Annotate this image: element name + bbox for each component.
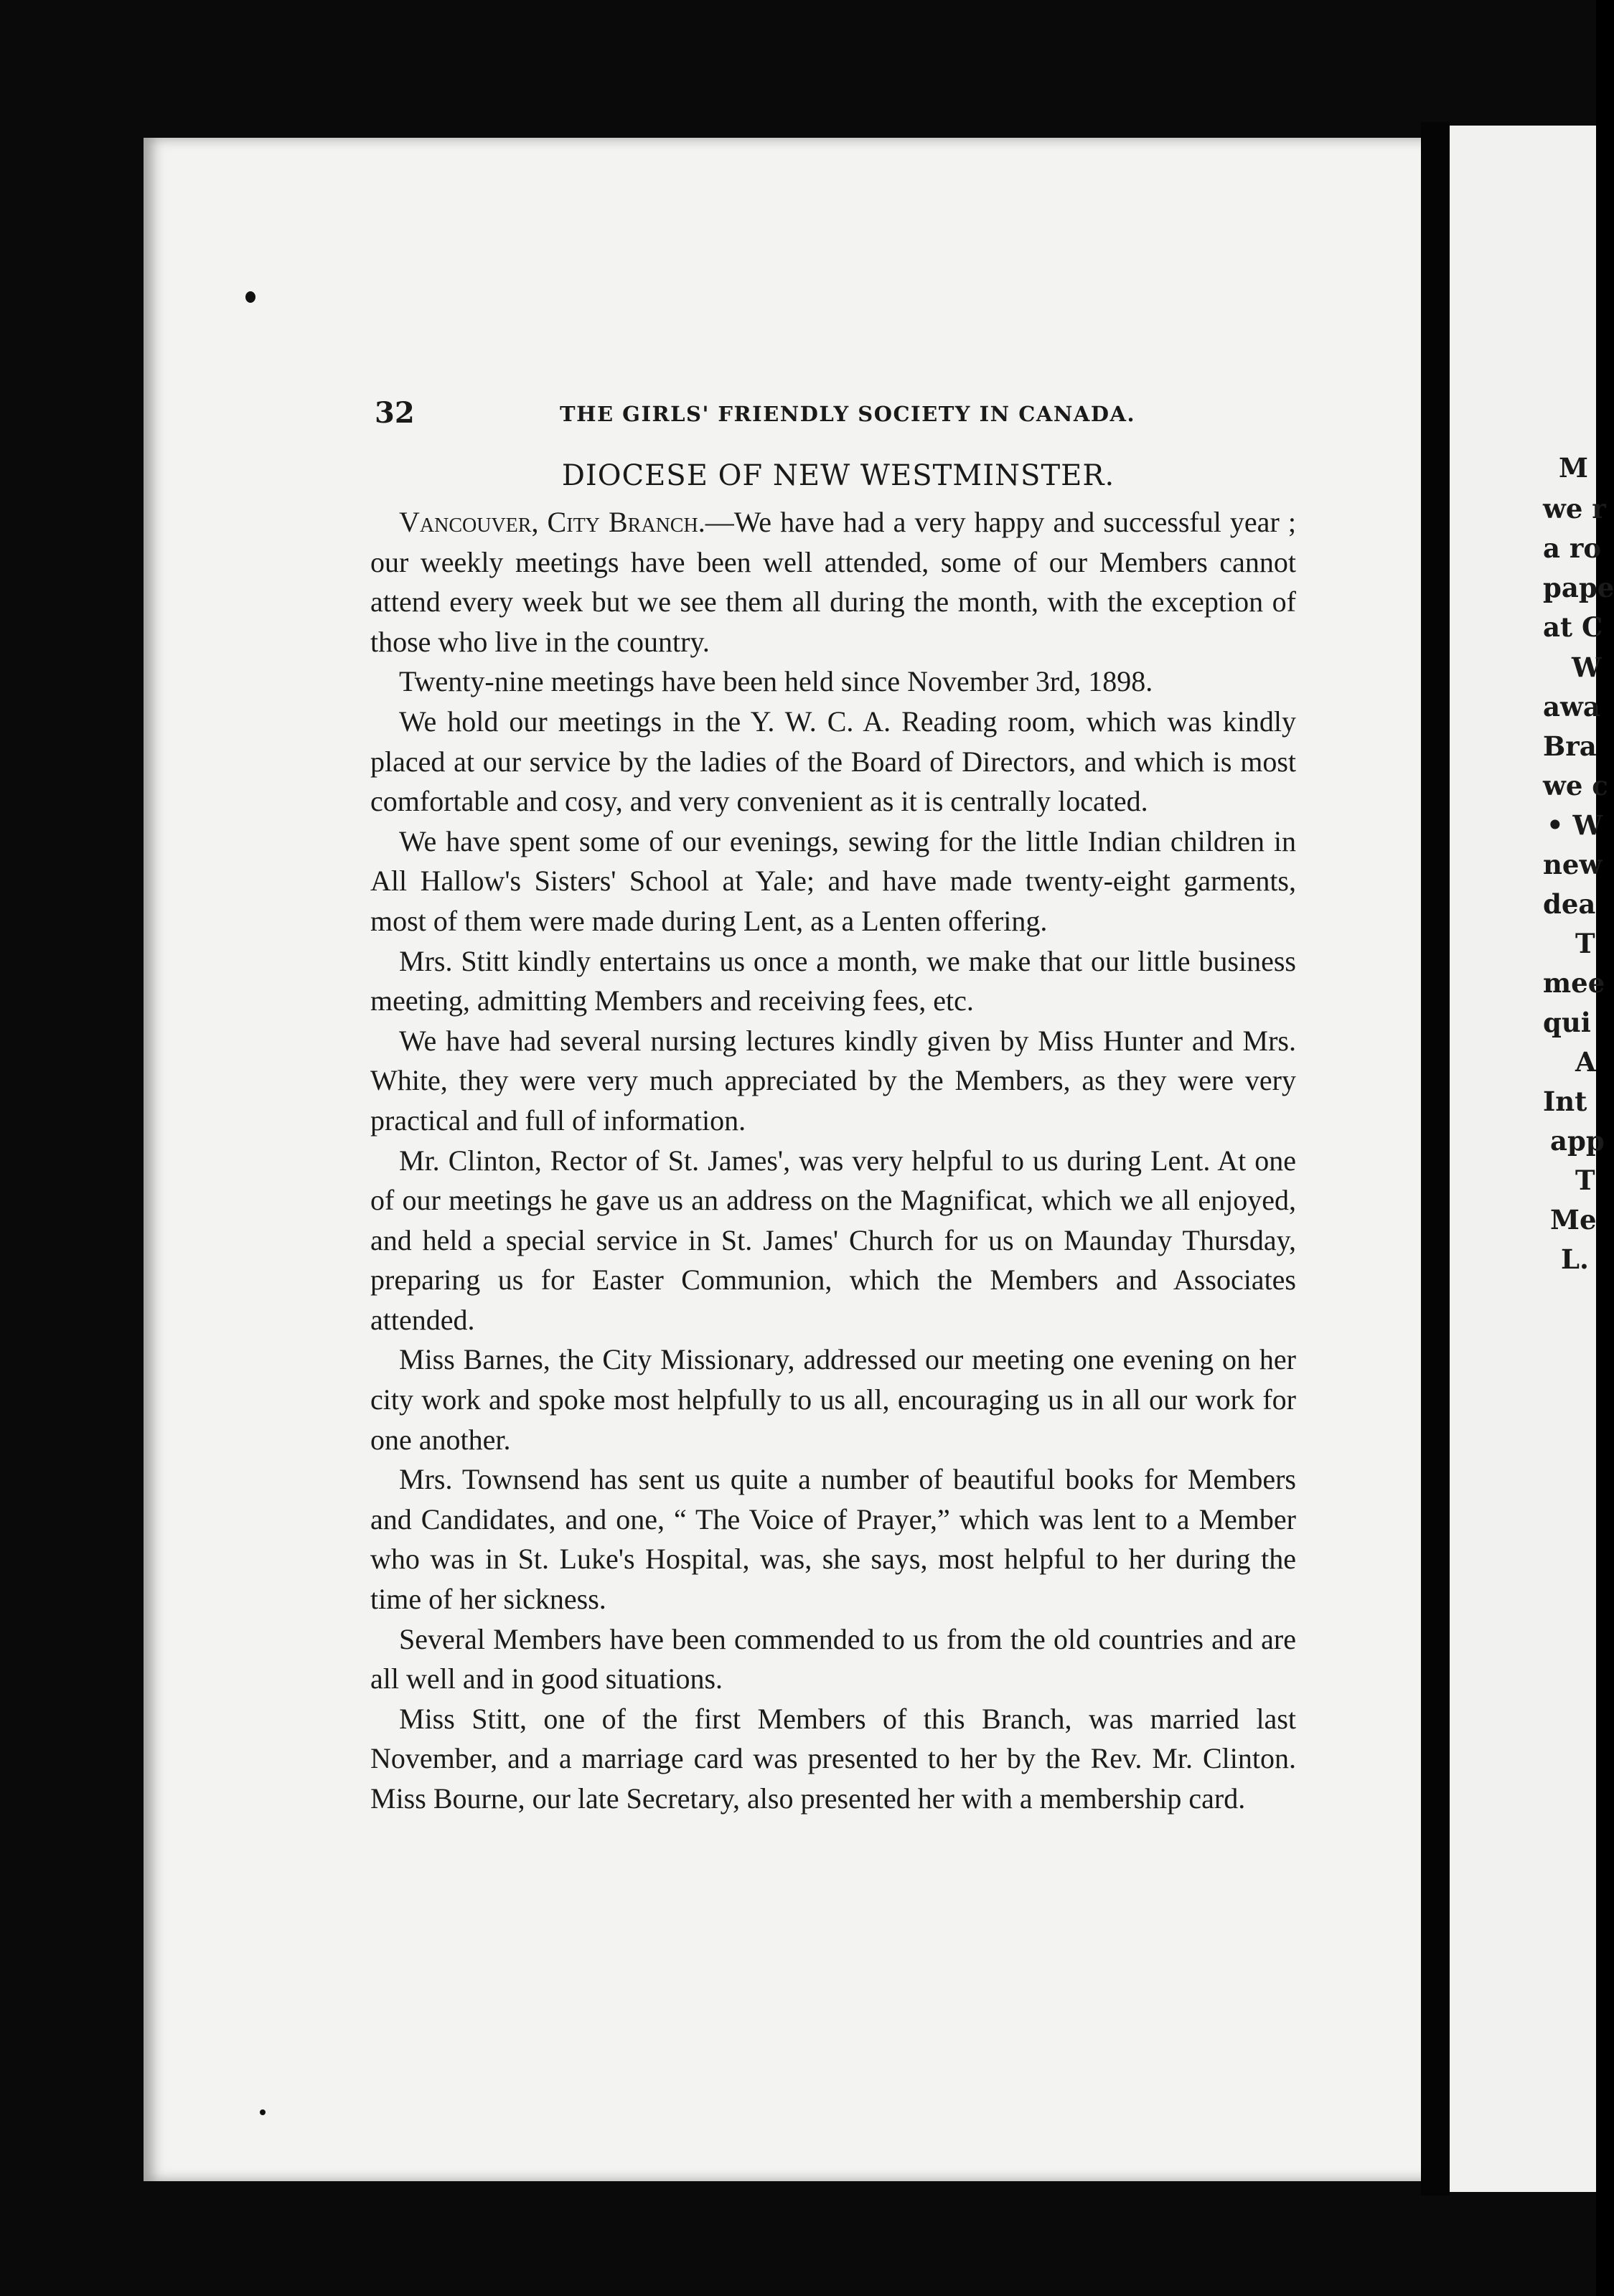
facing-page-fragment: we c	[1543, 770, 1608, 801]
body-text	[370, 502, 1296, 1819]
facing-page-fragment: Bra	[1543, 730, 1597, 762]
facing-page-fragment: at C	[1543, 611, 1603, 643]
paragraph: Miss Stitt, one of the first Members of this Branch, was married last November, and a marriage card was presented to her by the Rev. Mr. Clinton. Miss Bourne, our late Secretary, also presented her with a membership card.	[370, 1702, 1296, 1815]
facing-page-fragment: A	[1575, 1046, 1596, 1078]
running-head: THE GIRLS' FRIENDLY SOCIETY IN CANADA.	[560, 402, 1136, 426]
facing-page-fragment: pape	[1543, 572, 1614, 603]
facing-page	[1450, 126, 1614, 2192]
book-gutter	[1421, 122, 1450, 2196]
facing-page-fragment: Int	[1543, 1086, 1587, 1117]
ink-spot	[245, 291, 255, 303]
branch-heading: Vancouver, City Branch.	[399, 506, 705, 538]
paragraph: We have had several nursing lectures kindly given by Miss Hunter and Mrs. White, they were very much appreciated by the Members, as they were very practical and full of information.	[370, 1024, 1296, 1137]
paragraph: Twenty-nine meetings have been held since November 3rd, 1898.	[399, 665, 1153, 698]
paragraph: Mr. Clinton, Rector of St. James', was very helpful to us during Lent. At one of our meetings he gave us an address on the Magnificat, which we all enjoyed, and held a special service in St. James' Church for us on Maunday Thursday, preparing us for Easter Communion, which the Members and Associates attended.	[370, 1144, 1296, 1336]
ink-spot	[260, 2109, 266, 2115]
paragraph: We have spent some of our evenings, sewing for the little Indian children in All Hallow's Sisters' School at Yale; and have made twenty-eight garments, most of them were made during Lent, as a Lenten offering.	[370, 824, 1296, 937]
facing-page-fragment: awa	[1543, 691, 1600, 723]
facing-page-fragment: app	[1550, 1125, 1605, 1157]
paragraph: Mrs. Stitt kindly entertains us once a month, we make that our little business meeting, admitting Members and receiving fees, etc.	[370, 944, 1296, 1017]
facing-page-fragment: L.	[1561, 1243, 1589, 1275]
facing-page-fragment: T	[1575, 928, 1595, 959]
facing-page-fragment: Me	[1550, 1204, 1597, 1236]
paragraph: Mrs. Townsend has sent us quite a number of beautiful books for Members and Candidates, and one, “ The Voice of Prayer,” which was lent to a Member who was in St. Luke's Hospital, was, she says, most helpful to her during the time of her sickness.	[370, 1463, 1296, 1616]
paragraph: We hold our meetings in the Y. W. C. A. Reading room, which was kindly placed at our service by the ladies of the Board of Directors, and which is most comfortable and cosy, and very convenient as it is centrally located.	[370, 705, 1296, 818]
facing-page-fragment: T	[1575, 1165, 1595, 1196]
facing-page-fragment: mee	[1543, 967, 1605, 999]
paragraph: Miss Barnes, the City Missionary, addressed our meeting one evening on her city work and spoke most helpfully to us all, encouraging us in all our work for one another.	[370, 1343, 1296, 1456]
facing-page-fragment: dea	[1543, 888, 1596, 920]
facing-page-fragment: • W	[1547, 809, 1603, 841]
page-number: 32	[375, 396, 415, 430]
section-title: DIOCESE OF NEW WESTMINSTER.	[561, 459, 1115, 492]
facing-page-fragment: a ro	[1543, 532, 1602, 564]
facing-page-fragment: W	[1572, 651, 1602, 683]
paragraph	[370, 502, 1296, 662]
facing-page-fragment: we r	[1543, 493, 1606, 524]
paragraph: Several Members have been commended to us from the old countries and are all well and in good situations.	[370, 1622, 1296, 1695]
facing-page-fragment: new	[1543, 849, 1603, 880]
facing-page-fragment: M	[1559, 452, 1588, 484]
paragraph-text: —We have had a very happy and successful year ; our weekly meetings have been well attended, some of our Members cannot attend every week but we see them all during the month, with the exception of those who live in the country.	[370, 506, 1296, 658]
facing-page-fragment: qui	[1543, 1007, 1591, 1038]
